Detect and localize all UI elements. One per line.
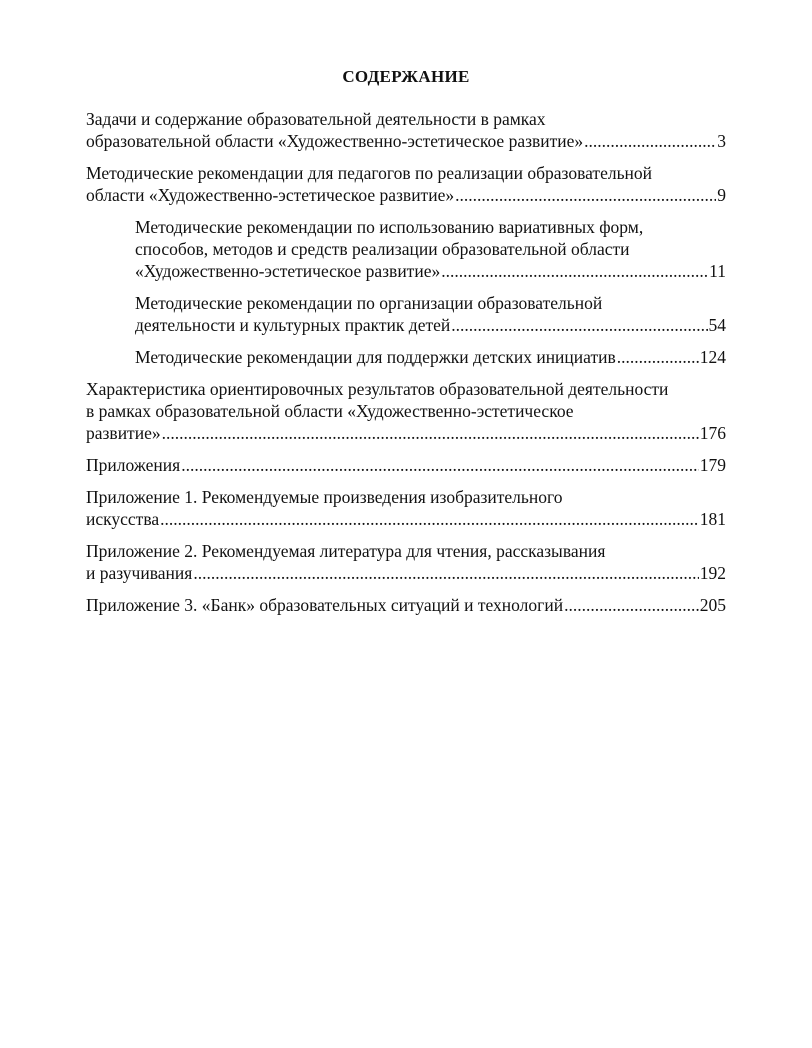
dot-leader [564,594,699,616]
toc-page-number: 54 [708,315,726,335]
toc-page-number: 179 [699,455,726,475]
dot-leader [584,130,716,152]
toc-entry-line: образовательной области «Художественно-эстетическое развитие» [86,131,584,151]
toc-entry[interactable] [86,378,726,444]
dot-leader [617,346,699,368]
toc-subentry[interactable] [86,292,726,336]
toc-entry-line: Методические рекомендации по использованию вариативных форм, [135,217,644,237]
toc-entry-line: деятельности и культурных практик детей [135,315,451,335]
toc-entry[interactable] [86,454,726,476]
dot-leader [451,314,707,336]
toc-entry-line: Методические рекомендации по организации образовательной [135,293,603,313]
dot-leader [162,422,699,444]
toc-entry[interactable] [86,162,726,206]
toc-title: СОДЕРЖАНИЕ [342,67,470,86]
toc-entry-line: Приложение 2. Рекомендуемая литература для чтения, рассказывания [86,541,606,561]
toc-page-number: 3 [717,131,726,151]
toc-entry-line: «Художественно-эстетическое развитие» [135,261,441,281]
toc-page-number: 11 [709,261,726,281]
toc-entry[interactable] [86,540,726,584]
toc-entry-line: Характеристика ориентировочных результатов образовательной деятельности [86,379,669,399]
toc-subentry[interactable] [86,346,726,368]
toc-entry-line: развитие» [86,423,161,443]
dot-leader [160,508,699,530]
dot-leader [193,562,698,584]
toc-entry[interactable] [86,594,726,616]
toc-page-number: 124 [699,347,726,367]
toc-page-number: 176 [699,423,726,443]
toc-subentry[interactable] [86,216,726,282]
toc-page-number: 9 [717,185,726,205]
toc-entry-line: Методические рекомендации для поддержки детских инициатив [135,347,616,367]
toc-entry-line: области «Художественно-эстетическое развитие» [86,185,455,205]
toc-entry-line: искусства [86,509,160,529]
toc-entry-line: Методические рекомендации для педагогов по реализации образовательной [86,163,653,183]
toc-page-number: 192 [699,563,726,583]
toc-entry[interactable] [86,108,726,152]
dot-leader [181,454,699,476]
dot-leader [441,260,708,282]
toc-entry-line: Задачи и содержание образовательной деятельности в рамках [86,109,546,129]
toc-entry-line: и разучивания [86,563,193,583]
toc-entry-line: Приложения [86,455,181,475]
toc-entry[interactable] [86,486,726,530]
toc-entry-line: Приложение 3. «Банк» образовательных ситуаций и технологий [86,595,564,615]
toc-entry-line: способов, методов и средств реализации образовательной области [135,239,630,259]
table-of-contents [86,108,726,626]
toc-entry-line: Приложение 1. Рекомендуемые произведения изобразительного [86,487,563,507]
toc-page-number: 181 [699,509,726,529]
toc-page-number: 205 [699,595,726,615]
toc-entry-line: в рамках образовательной области «Художественно-эстетическое [86,401,574,421]
dot-leader [455,184,716,206]
